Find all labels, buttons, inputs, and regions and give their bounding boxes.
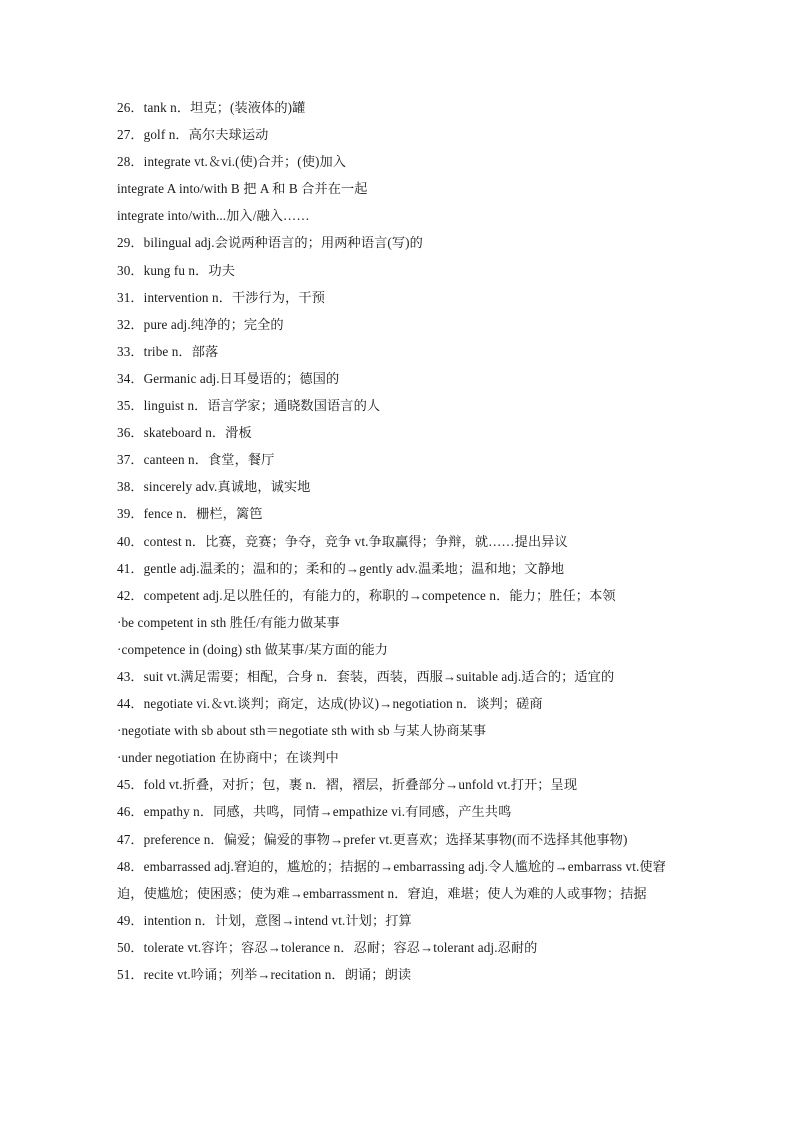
entry-50: 50．tolerate vt.容许；容忍→tolerance n．忍耐；容忍→tolerant adj.忍耐的 [117,939,538,955]
entry-37: 37．canteen n．食堂，餐厅 [117,452,275,468]
entry-40: 40．contest n．比赛，竞赛；争夺，竞争 vt.争取赢得；争辩，就……提出异议 [117,533,568,549]
entry-51: 51．recite vt.吟诵；列举→recitation n．朗诵；朗读 [117,967,412,982]
entry-42-phrase-2: ·competence in (doing) sth 做某事/某方面的能力 [117,641,389,657]
entry-26: 26．tank n．坦克；(装液体的)罐 [117,100,306,115]
entry-31: 31．intervention n．干涉行为，干预 [117,289,325,305]
entry-34: 34．Germanic adj.日耳曼语的；德国的 [117,370,340,386]
entry-42: 42．competent adj.足以胜任的，有能力的，称职的→competence n．能力；胜任；本领 [117,587,616,603]
entry-28-phrase-1: integrate A into/with B 把 A 和 B 合并在一起 [117,181,368,197]
entry-35: 35．linguist n．语言学家；通晓数国语言的人 [117,398,381,414]
entry-41: 41．gentle adj.温柔的；温和的；柔和的→gently adv.温柔地；温和地；文静地 [117,560,565,576]
entry-48: 48．embarrassed adj.窘迫的，尴尬的；拮据的→embarrassing adj.令人尴尬的→embarrass vt.使窘迫，使尴尬；使困惑；使为难→embarrassment n．窘迫，难堪；使人为难的人或事物；拮据 [117,858,666,901]
entry-36: 36．skateboard n．滑板 [117,425,252,441]
entry-44: 44．negotiate vi.＆vt.谈判；商定，达成(协议)→negotiation n．谈判；磋商 [117,696,543,712]
entry-38: 38．sincerely adv.真诚地，诚实地 [117,479,311,495]
vocabulary-list [117,94,682,988]
entry-42-phrase-1: ·be competent in sth 胜任/有能力做某事 [117,614,340,630]
entry-44-phrase-1: ·negotiate with sb about sth＝negotiate sth with sb 与某人协商某事 [117,723,487,739]
entry-49: 49．intention n．计划，意图→intend vt.计划；打算 [117,912,412,928]
entry-30: 30．kung fu n．功夫 [117,262,235,278]
entry-32: 32．pure adj.纯净的；完全的 [117,316,284,332]
entry-27: 27．golf n．高尔夫球运动 [117,127,269,143]
entry-43: 43．suit vt.满足需要；相配，合身 n．套装，西装，西服→suitable adj.适合的；适宜的 [117,668,615,684]
entry-44-phrase-2: ·under negotiation 在协商中；在谈判中 [117,750,339,766]
entry-46: 46．empathy n．同感，共鸣，同情→empathize vi.有同感，产生共鸣 [117,804,512,820]
entry-29: 29．bilingual adj.会说两种语言的；用两种语言(写)的 [117,235,423,251]
entry-28-phrase-2: integrate into/with...加入/融入…… [117,208,310,224]
entry-45: 45．fold vt.折叠，对折；包，裹 n．褶，褶层，折叠部分→unfold vt.打开；呈现 [117,777,578,793]
entry-39: 39．fence n．栅栏，篱笆 [117,506,263,522]
entry-28: 28．integrate vt.＆vi.(使)合并；(使)加入 [117,154,347,170]
entry-47: 47．preference n．偏爱；偏爱的事物→prefer vt.更喜欢；选择某事物(而不选择其他事物) [117,831,628,847]
entry-33: 33．tribe n．部落 [117,343,219,359]
